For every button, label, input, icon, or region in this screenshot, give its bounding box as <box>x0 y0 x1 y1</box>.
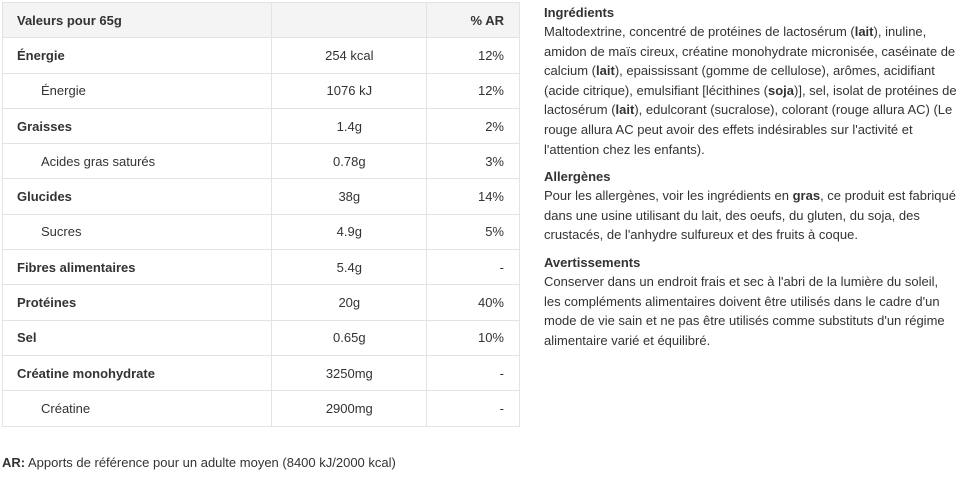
nutrient-ar: 12% <box>427 38 520 73</box>
nutrient-ar: 40% <box>427 285 520 320</box>
allergen-highlight: soja <box>767 82 794 98</box>
nutrition-row <box>3 391 520 426</box>
nutrient-name: Graisses <box>3 108 272 143</box>
nutrient-value: 1076 kJ <box>272 73 427 108</box>
nutrient-value: 4.9g <box>272 214 427 249</box>
footnote-text: Apports de référence pour un adulte moyen (8400 kJ/2000 kcal) <box>25 455 396 470</box>
nutrient-name: Énergie <box>3 38 272 73</box>
text-segment: , ce produit est fabriqué dans une usine utilisant du lait, des oeufs, du gluten, du soja, des crustacés, de l'anhydre sulfureux et des fruits à coque. <box>544 188 956 243</box>
nutrition-row <box>3 285 520 320</box>
text-segment: )], sel, isolat de protéines de lactosérum ( <box>544 82 957 118</box>
header-name: Valeurs pour 65g <box>3 3 272 38</box>
nutrition-row <box>3 38 520 73</box>
nutrition-row <box>3 320 520 355</box>
allergen-highlight: lait <box>854 24 874 39</box>
text-segment: Maltodextrine, concentré de protéines de lactosérum ( <box>544 24 855 39</box>
nutrient-ar: 5% <box>427 214 520 249</box>
nutrient-name: Glucides <box>3 179 272 214</box>
nutrient-ar: 12% <box>427 73 520 108</box>
nutrient-name: Sel <box>3 320 272 355</box>
nutrition-row <box>3 179 520 214</box>
warnings-text: Conserver dans un endroit frais et sec à l'abri de la lumière du soleil, les compléments alimentaires doivent être utilisés dans le cadre d'un mode de vie sain et ne pas être utilisés comme substituts d'un régime alimentaire varié et équilibré. <box>544 273 945 348</box>
nutrient-value: 5.4g <box>272 250 427 285</box>
allergen-highlight: lait <box>615 102 635 118</box>
nutrition-header-row <box>3 3 520 38</box>
text-segment: Pour les allergènes, voir les ingrédients en <box>544 188 793 204</box>
nutrition-row <box>3 144 520 179</box>
footnote <box>2 455 396 470</box>
nutrient-value: 0.65g <box>272 320 427 355</box>
nutrient-value: 38g <box>272 179 427 214</box>
nutrient-name: Acides gras saturés <box>3 144 272 179</box>
nutrient-ar: 10% <box>427 320 520 355</box>
nutrient-ar: - <box>427 250 520 285</box>
text-segment: ), inuline, amidon de maïs cireux, créatine monohydrate micronisée, caséinate de calcium ( <box>544 24 956 79</box>
nutrient-name: Protéines <box>3 285 272 320</box>
ingredients-title: Ingrédients <box>544 5 615 20</box>
nutrient-ar: 3% <box>427 144 520 179</box>
text-segment: ), epaississant (gomme de cellulose), arômes, acidifiant (acide citrique), emulsifiant [lécithines ( <box>544 63 935 98</box>
allergens-title: Allergènes <box>544 169 611 185</box>
footnote-label: AR: <box>2 455 26 470</box>
nutrient-name: Énergie <box>3 73 272 108</box>
nutrition-row <box>3 73 520 108</box>
nutrient-ar: - <box>427 391 520 426</box>
nutrition-row <box>3 355 520 390</box>
nutrient-name: Fibres alimentaires <box>3 250 272 285</box>
nutrition-row <box>3 108 520 143</box>
allergen-highlight: gras <box>792 188 821 204</box>
allergens-text <box>544 186 958 245</box>
nutrient-value: 20g <box>272 285 427 320</box>
header-ar: % AR <box>427 3 520 38</box>
nutrition-row <box>3 250 520 285</box>
nutrient-value: 1.4g <box>272 108 427 143</box>
nutrient-name: Sucres <box>3 214 272 249</box>
text-segment: ), edulcorant (sucralose), colorant (rouge allura AC) (Le rouge allura AC peut avoir des effets indésirables sur l'activité et l'attention chez les enfants). <box>544 102 953 157</box>
nutrient-name: Créatine <box>3 391 272 426</box>
warnings-title: Avertissements <box>544 254 641 270</box>
header-value <box>272 3 427 38</box>
nutrient-value: 2900mg <box>272 391 427 426</box>
ingredients-text <box>544 22 958 159</box>
nutrient-ar: - <box>427 355 520 390</box>
nutrition-body <box>3 38 520 426</box>
nutrition-row <box>3 214 520 249</box>
nutrient-value: 3250mg <box>272 355 427 390</box>
nutrition-table <box>2 2 520 427</box>
nutrient-ar: 14% <box>427 179 520 214</box>
allergen-highlight: lait <box>596 63 615 79</box>
nutrient-ar: 2% <box>427 108 520 143</box>
nutrient-name: Créatine monohydrate <box>3 355 272 390</box>
product-info <box>544 3 958 358</box>
nutrient-value: 0.78g <box>272 144 427 179</box>
nutrient-value: 254 kcal <box>272 38 427 73</box>
